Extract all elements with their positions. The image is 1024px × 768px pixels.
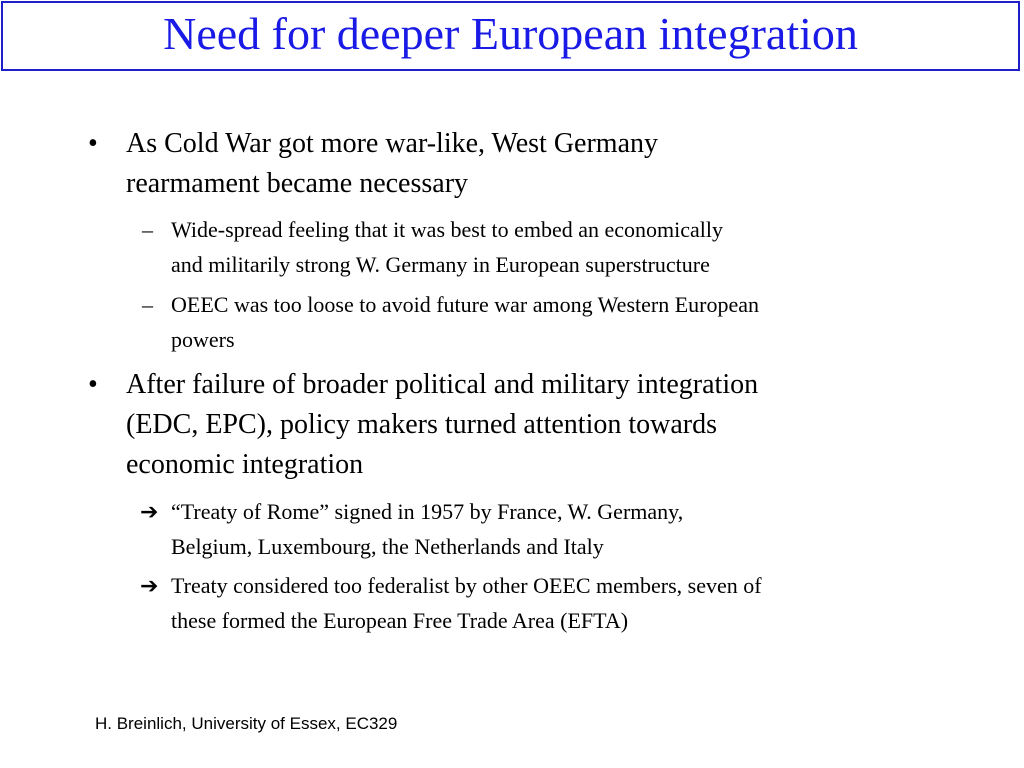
sub-bullet-1-1-line-2: and militarily strong W. Germany in European superstructure [171,252,710,277]
bullet-marker: • [88,369,98,400]
sub-bullet-marker: – [142,292,153,317]
sub-bullet-2-2-line-2: these formed the European Free Trade Area (EFTA) [171,608,629,633]
sub-bullet-marker: – [142,217,153,242]
sub-bullet-1-1-text [171,212,951,282]
slide-title: Need for deeper European integration [163,8,858,59]
sub-bullet-1-2-line-1: OEEC was too loose to avoid future war among Western European [171,292,760,317]
sub-bullet-2-2-line-1: Treaty considered too federalist by other OEEC members, seven of [171,573,762,598]
bullet-2-line-2: (EDC, EPC), policy makers turned attention towards [126,409,717,440]
bullet-1-line-2: rearmament became necessary [126,168,469,199]
bullet-1-line-1: As Cold War got more war-like, West Germany [126,128,658,159]
sub-bullet-2-1-line-1: “Treaty of Rome” signed in 1957 by France, W. Germany, [171,499,684,524]
sub-bullet-1-1-line-1: Wide-spread feeling that it was best to embed an economically [171,217,723,242]
bullet-2-line-3: economic integration [126,449,364,480]
slide-footer: H. Breinlich, University of Essex, EC329 [95,714,398,733]
sub-bullet-1-2-text [171,287,951,357]
bullet-marker: • [88,128,98,159]
sub-bullet-2-1-line-2: Belgium, Luxembourg, the Netherlands and Italy [171,534,604,559]
sub-bullet-2-1-text [171,494,951,564]
bullet-1-text [126,124,916,204]
arrow-right-icon: ➔ [140,573,159,598]
bullet-2-line-1: After failure of broader political and military integration [126,369,759,400]
bullet-2-text [126,365,916,485]
arrow-right-icon: ➔ [140,499,159,524]
sub-bullet-1-2-line-2: powers [171,327,235,352]
sub-bullet-2-2-text [171,568,951,638]
